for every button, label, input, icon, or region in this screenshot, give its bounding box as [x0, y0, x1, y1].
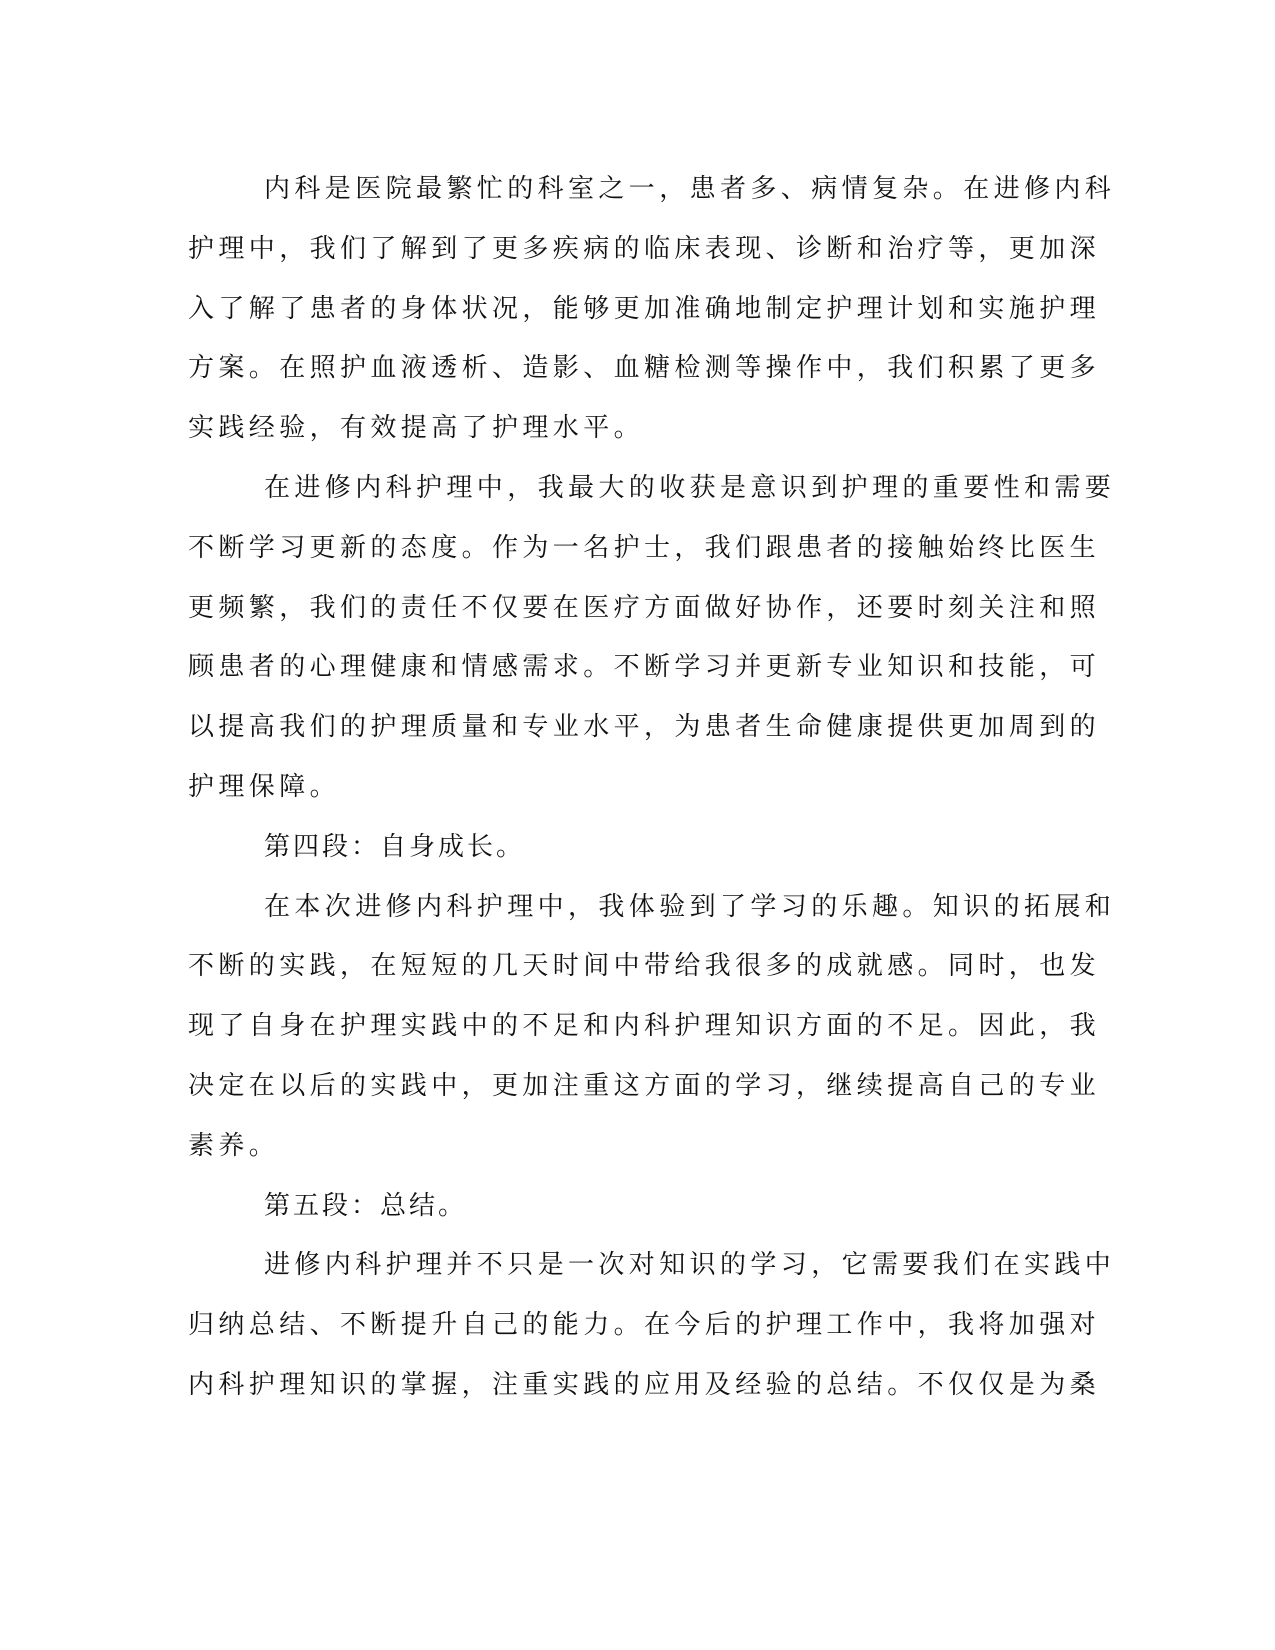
text-line: 入了解了患者的身体状况，能够更加准确地制定护理计划和实施护理	[188, 293, 1101, 324]
text-line: 护理中，我们了解到了更多疾病的临床表现、诊断和治疗等，更加深	[188, 233, 1101, 264]
text-line: 在本次进修内科护理中，我体验到了学习的乐趣。知识的拓展和	[264, 891, 1116, 922]
text-line: 内科护理知识的掌握，注重实践的应用及经验的总结。不仅仅是为桑	[188, 1369, 1101, 1400]
text-line: 顾患者的心理健康和情感需求。不断学习并更新专业知识和技能，可	[188, 652, 1101, 683]
paragraph-biggest-gain	[188, 459, 1116, 818]
text-line: 不断学习更新的态度。作为一名护士，我们跟患者的接触始终比医生	[188, 532, 1101, 563]
section-heading: 第四段：自身成长。	[264, 831, 526, 862]
paragraph-summary	[188, 1236, 1116, 1415]
paragraph-internal-medicine-overview	[188, 160, 1116, 459]
text-line: 实践经验，有效提高了护理水平。	[188, 413, 645, 444]
text-line: 现了自身在护理实践中的不足和内科护理知识方面的不足。因此，我	[188, 1011, 1101, 1042]
text-line: 更频繁，我们的责任不仅要在医疗方面做好协作，还要时刻关注和照	[188, 592, 1101, 623]
paragraph-self-growth	[188, 878, 1116, 1177]
text-line: 归纳总结、不断提升自己的能力。在今后的护理工作中，我将加强对	[188, 1310, 1101, 1341]
text-line: 内科是医院最繁忙的科室之一，患者多、病情复杂。在进修内科	[264, 174, 1116, 204]
text-line: 方案。在照护血液透析、造影、血糖检测等操作中，我们积累了更多	[188, 353, 1101, 384]
section-four-heading	[188, 818, 1068, 878]
text-line: 护理保障。	[188, 771, 341, 802]
text-line: 在进修内科护理中，我最大的收获是意识到护理的重要性和需要	[264, 472, 1116, 503]
text-line: 素养。	[188, 1130, 280, 1161]
text-line: 以提高我们的护理质量和专业水平，为患者生命健康提供更加周到的	[188, 712, 1101, 743]
document-body	[188, 160, 1116, 1416]
section-five-heading	[188, 1177, 1068, 1237]
text-line: 不断的实践，在短短的几天时间中带给我很多的成就感。同时，也发	[188, 951, 1101, 982]
section-heading: 第五段：总结。	[264, 1190, 468, 1221]
text-line: 决定在以后的实践中，更加注重这方面的学习，继续提高自己的专业	[188, 1070, 1101, 1101]
text-line: 进修内科护理并不只是一次对知识的学习，它需要我们在实践中	[264, 1250, 1116, 1281]
